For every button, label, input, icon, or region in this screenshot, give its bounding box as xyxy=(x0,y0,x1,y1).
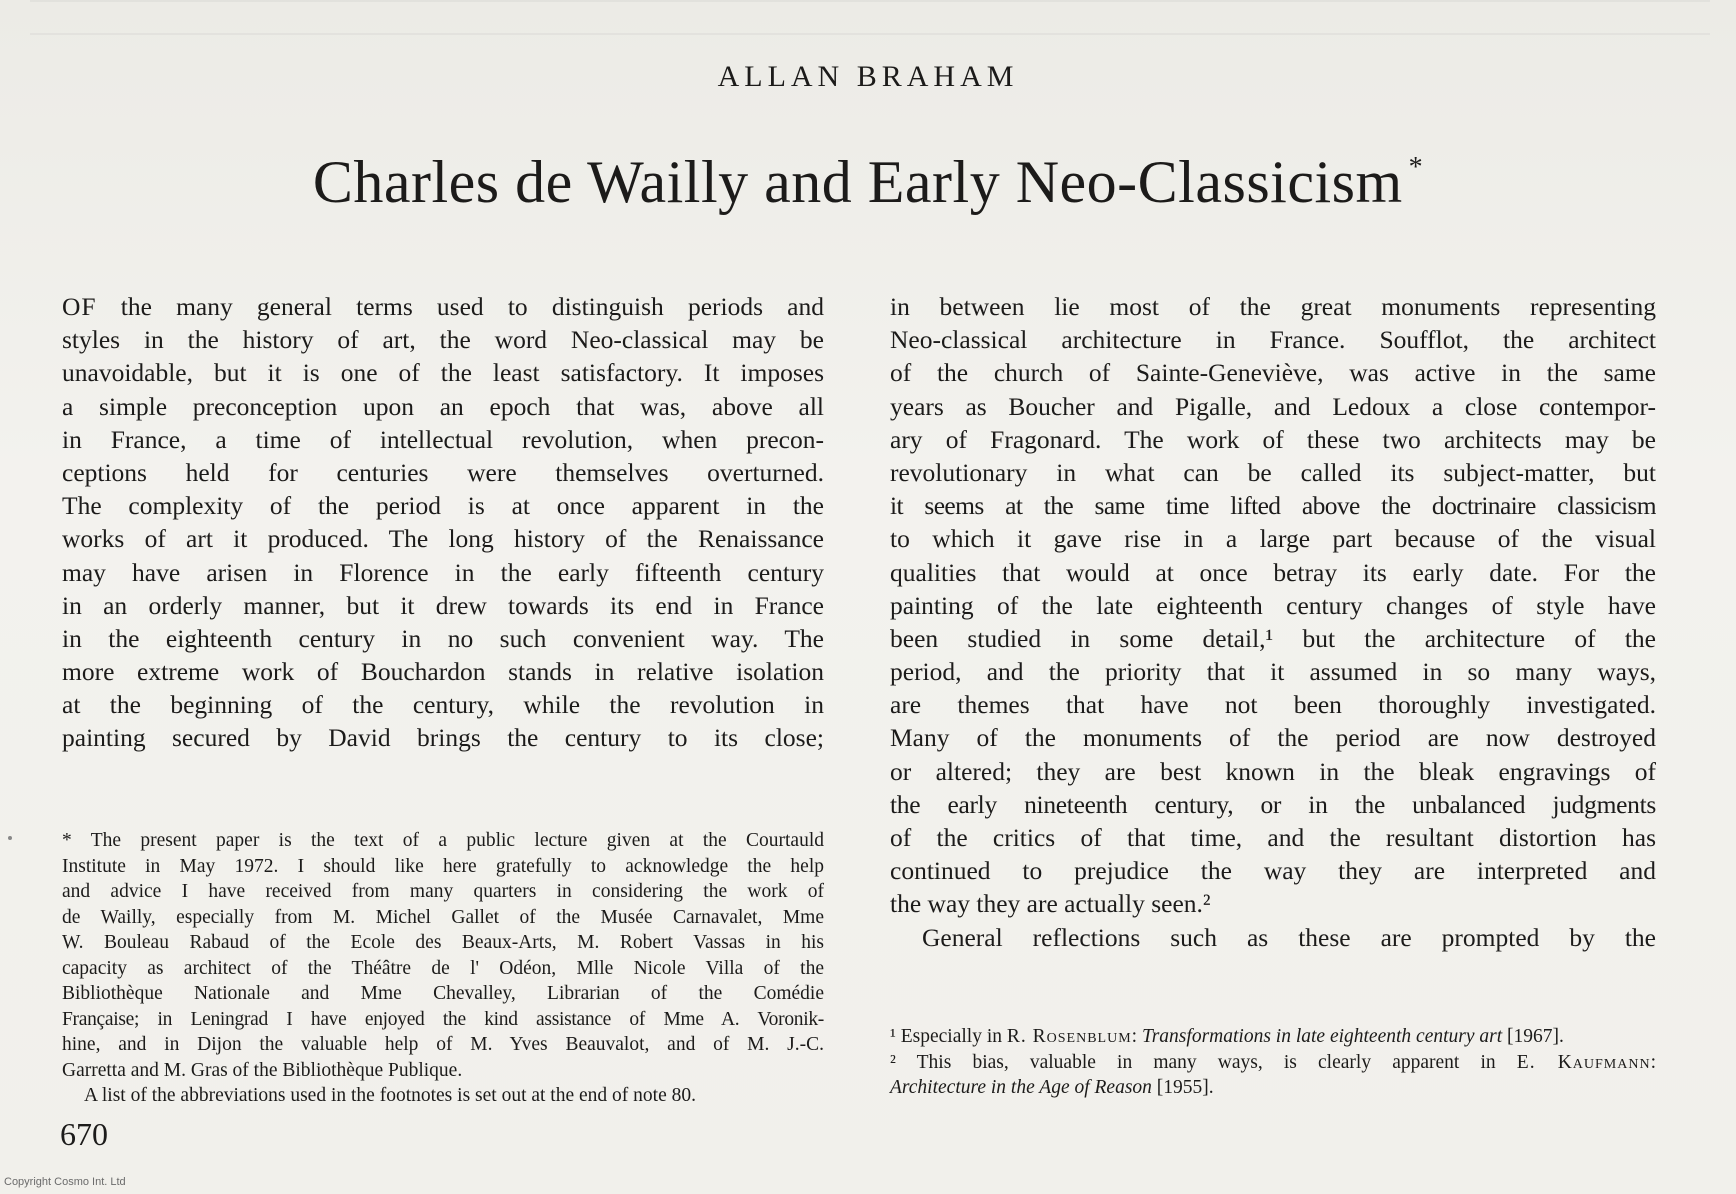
body-line: painting of the late eighteenth century changes of style have xyxy=(890,590,1656,620)
body-line: in France, a time of intellectual revolution, when precon- xyxy=(62,424,824,454)
body-line: period, and the priority that it assumed in so many ways, xyxy=(890,657,1656,687)
body-column-left xyxy=(62,290,824,755)
body-line: unavoidable, but it is one of the least satisfactory. It imposes xyxy=(62,358,824,388)
article-title-text: Charles de Wailly and Early Neo-Classicism xyxy=(312,149,1403,215)
body-line: Neo-classical architecture in France. Soufflot, the architect xyxy=(890,325,1656,355)
footnote-2: ² This bias, valuable in many ways, is clearly apparent in E. Kaufmann: xyxy=(890,1051,1656,1073)
body-line: works of art it produced. The long history of the Renaissance xyxy=(62,524,824,554)
footnote-2-cont: Architecture in the Age of Reason [1955]. xyxy=(890,1077,1214,1098)
footnote-line: hine, and in Dijon the valuable help of M. Yves Beauvalot, and of M. J.-C. xyxy=(62,1034,824,1055)
body-line: OF the many general terms used to distinguish periods and xyxy=(62,292,824,321)
title-footnote-mark: * xyxy=(1408,152,1424,183)
body-line: in between lie most of the great monuments representing xyxy=(890,292,1656,321)
footnote-author: R. Rosenblum xyxy=(1006,1026,1132,1047)
body-line: qualities that would at once betray its early date. For the xyxy=(890,557,1656,587)
body-line: General reflections such as these are prompted by the xyxy=(922,922,1656,952)
body-line: the early nineteenth century, or in the unbalanced judgments xyxy=(890,789,1656,819)
scan-speck xyxy=(8,836,12,840)
bleed-through-text xyxy=(30,0,1710,60)
body-line: styles in the history of art, the word Neo-classical may be xyxy=(62,325,824,355)
body-line: may have arisen in Florence in the early fifteenth century xyxy=(62,557,824,587)
body-line: painting secured by David brings the century to its close; xyxy=(62,723,824,753)
body-line: been studied in some detail,¹ but the architecture of the xyxy=(890,623,1656,653)
author-name: ALLAN BRAHAM xyxy=(717,60,1019,93)
footnote-line: * The present paper is the text of a public lecture given at the Courtauld xyxy=(62,830,824,851)
body-column-right xyxy=(890,290,1656,954)
footnote-work-title: Architecture in the Age of Reason xyxy=(890,1077,1152,1098)
body-line: in an orderly manner, but it drew towards its end in France xyxy=(62,590,824,620)
copyright-watermark: Copyright Cosmo Int. Ltd xyxy=(4,1176,126,1188)
body-line: to which it gave rise in a large part because of the visual xyxy=(890,524,1656,554)
body-line: in the eighteenth century in no such convenient way. The xyxy=(62,623,824,653)
body-line: revolutionary in what can be called its subject-matter, but xyxy=(890,457,1656,487)
body-line: continued to prejudice the way they are interpreted and xyxy=(890,856,1656,886)
body-line: of the church of Sainte-Geneviève, was active in the same xyxy=(890,358,1656,388)
body-line: of the critics of that time, and the resultant distortion has xyxy=(890,823,1656,852)
body-line: Many of the monuments of the period are now destroyed xyxy=(890,723,1656,753)
footnote-1: ¹ Especially in R. Rosenblum: Transformations in late eighteenth century art [1967]. xyxy=(890,1026,1564,1047)
footnote-line: capacity as architect of the Théâtre de l' Odéon, Mlle Nicole Villa of the xyxy=(62,957,824,979)
body-line: more extreme work of Bouchardon stands in relative isolation xyxy=(62,657,824,687)
footnote-line: Institute in May 1972. I should like here gratefully to acknowledge the help xyxy=(62,855,824,877)
page-number: 670 xyxy=(60,1116,108,1152)
footnote-line: Française; in Leningrad I have enjoyed the kind assistance of Mme A. Voronik- xyxy=(62,1008,824,1030)
body-line: at the beginning of the century, while the revolution in xyxy=(62,690,824,720)
body-line: ceptions held for centuries were themselves overturned. xyxy=(62,457,824,487)
footnote-star xyxy=(62,828,824,1109)
footnote-author: E. Kaufmann xyxy=(1516,1051,1651,1073)
abbreviations-note: A list of the abbreviations used in the footnotes is set out at the end of note 80. xyxy=(84,1085,696,1106)
body-line: or altered; they are best known in the bleak engravings of xyxy=(890,756,1656,786)
opening-word: OF xyxy=(62,292,97,321)
body-line: it seems at the same time lifted above the doctrinaire classicism xyxy=(890,491,1656,521)
footnote-work-title: Transformations in late eighteenth century art xyxy=(1141,1026,1503,1047)
body-line: the way they are actually seen.² xyxy=(890,889,1211,919)
body-line: The complexity of the period is at once apparent in the xyxy=(62,491,824,521)
footnote-line: Bibliothèque Nationale and Mme Chevalley, Librarian of the Comédie xyxy=(62,983,824,1004)
article-title xyxy=(0,148,1736,217)
footnote-line: de Wailly, especially from M. Michel Gallet of the Musée Carnavalet, Mme xyxy=(62,906,824,928)
body-line: are themes that have not been thoroughly investigated. xyxy=(890,690,1656,720)
footnote-line: W. Bouleau Rabaud of the Ecole des Beaux-Arts, M. Robert Vassas in his xyxy=(62,932,824,953)
footnote-line: and advice I have received from many quarters in considering the work of xyxy=(62,881,824,902)
footnote-line: Garretta and M. Gras of the Bibliothèque Publique. xyxy=(62,1059,463,1081)
body-line: years as Boucher and Pigalle, and Ledoux a close contempor- xyxy=(890,391,1656,421)
body-line: a simple preconception upon an epoch that was, above all xyxy=(62,391,824,421)
body-line: ary of Fragonard. The work of these two architects may be xyxy=(890,424,1656,454)
footnotes-numbered xyxy=(890,1024,1656,1101)
